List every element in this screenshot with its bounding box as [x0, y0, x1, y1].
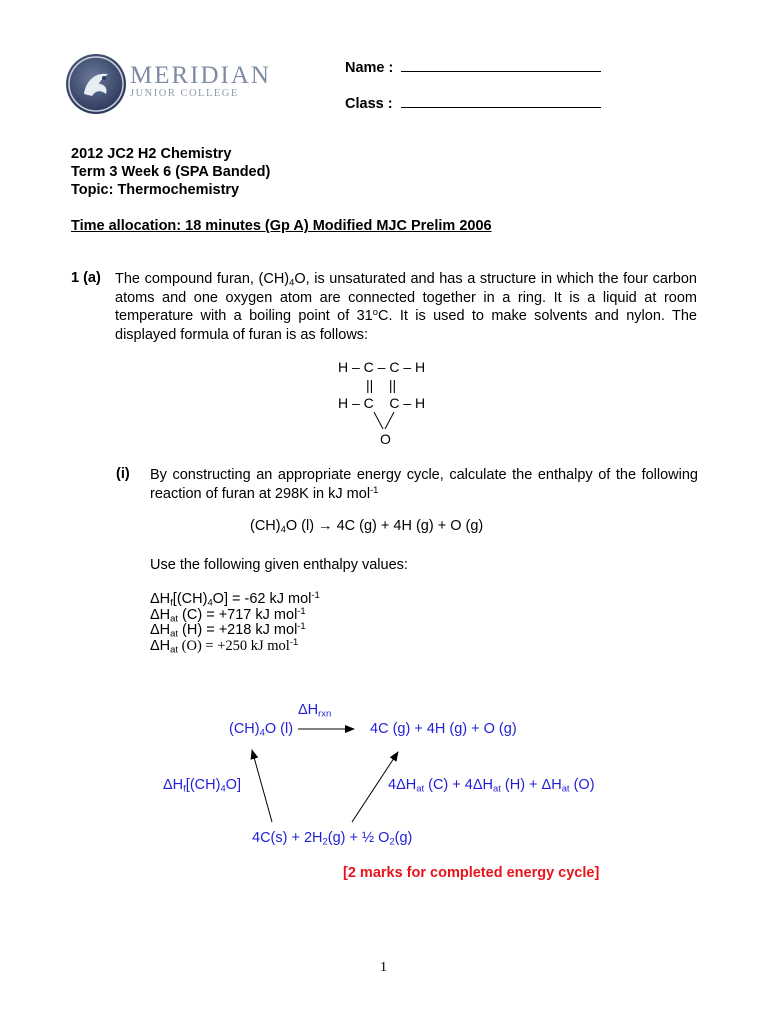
use-values-text: Use the following given enthalpy values:: [150, 557, 408, 573]
reaction-equation: $(CH)_4O$ (l) → 4C (g) + 4H (g) + O (g): [250, 518, 484, 535]
marks-note: [2 marks for completed energy cycle]: [343, 865, 600, 881]
enthalpy-formation: $\Delta H_f[(CH)_4O] = -62$ kJ mol$^{-1}$: [150, 588, 320, 608]
header-line-2: Term 3 Week 6 (SPA Banded): [71, 164, 271, 180]
cycle-elements: $4C(s) + 2H_2(g)$ + ½ $O_2(g)$: [252, 830, 413, 847]
enthalpy-atomisation-o: $\Delta H_{at}$ (O) = +250 kJ mol$^{-1}$: [150, 635, 299, 654]
cycle-atoms: 4C (g) + 4H (g) + O (g): [370, 721, 517, 737]
question-number: 1 (a): [71, 270, 101, 286]
structure-oxygen: O: [380, 431, 391, 447]
cycle-dh-rxn: $\Delta H_{rxn}$: [298, 702, 332, 719]
time-allocation: Time allocation: 18 minutes (Gp A) Modified MJC Prelim 2006: [71, 218, 492, 234]
part-i-label: (i): [116, 466, 130, 482]
cycle-formation-label: $\Delta H_f[(CH)_4O]$: [163, 777, 241, 794]
logo-name: MERIDIAN: [130, 62, 271, 89]
structure-row-3: H – C C – H: [338, 395, 426, 411]
cycle-furan: $(CH)_4O$ (l): [229, 721, 294, 738]
name-label: Name :: [345, 60, 394, 76]
question-intro: The compound furan, $(CH)_4O$, is unsaturated and has a structure in which the four carbon atoms and one oxygen atom are connected together in a ring. It is a liquid at room temperature with a boiling point of 31$^o$C. It is used to make solvents and nylon. The displayed formula of furan is as follows:: [115, 271, 697, 343]
enthalpy-atomisation-c: $\Delta H_{at}$ (C) = +717 kJ mol$^{-1}$: [150, 604, 306, 623]
header-line-3: Topic: Thermochemistry: [71, 182, 240, 198]
logo-subtitle: JUNIOR COLLEGE: [130, 88, 239, 99]
enthalpy-atomisation-h: $\Delta H_{at}$ (H) = +218 kJ mol$^{-1}$: [150, 619, 306, 639]
part-i-text: By constructing an appropriate energy cycle, calculate the enthalpy of the following reaction of furan at 298K in kJ mol$^{-1}$: [150, 467, 698, 502]
structure-double-bonds: || ||: [366, 377, 397, 393]
structure-row-1: H – C – C – H: [338, 359, 426, 375]
page-number: 1: [380, 960, 387, 975]
header-line-1: 2012 JC2 H2 Chemistry: [71, 146, 232, 162]
class-label: Class :: [345, 96, 393, 112]
formation-arrow: [252, 750, 272, 822]
cycle-atomisation-label: $4\Delta H_{at}$ $(C) + 4\Delta H_{at}$ $(H) + \Delta H_{at}$ (O): [388, 777, 595, 794]
